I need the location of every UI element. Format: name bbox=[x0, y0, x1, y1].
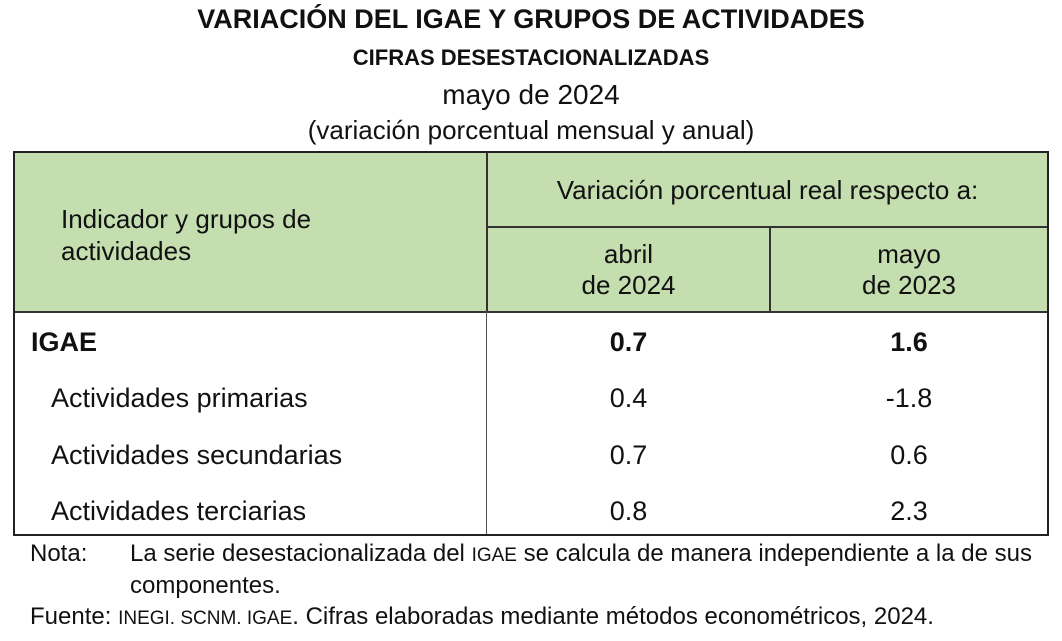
indicator-header-line2: actividades bbox=[61, 236, 192, 266]
table-row-igae bbox=[15, 314, 1047, 370]
col-b-line1: mayo bbox=[877, 239, 941, 269]
annual-variation-value: 1.6 bbox=[890, 327, 928, 357]
row-name: Actividades primarias bbox=[51, 383, 308, 413]
row-name: Actividades terciarias bbox=[51, 496, 307, 526]
note-text-part2: se calcula de manera independiente a la de sus componentes. bbox=[130, 540, 1032, 599]
col-b-line2: de 2023 bbox=[862, 270, 956, 300]
col-a-line2: de 2024 bbox=[581, 270, 676, 300]
table-row-terciarias bbox=[15, 483, 1047, 539]
variation-group-header: Variación porcentual real respecto a: bbox=[556, 175, 979, 205]
source-line bbox=[30, 602, 1060, 634]
note-text bbox=[130, 539, 1055, 601]
source-abbreviation: INEGI. SCNM. IGAE bbox=[118, 608, 293, 629]
monthly-variation-value: 0.7 bbox=[609, 327, 648, 357]
data-table bbox=[13, 151, 1049, 536]
indicator-header-line1: Indicador y grupos de bbox=[61, 204, 312, 234]
units-label: (variación porcentual mensual y anual) bbox=[307, 115, 755, 145]
row-name: Actividades secundarias bbox=[51, 440, 343, 470]
column-header-april-2024 bbox=[488, 239, 769, 301]
monthly-variation-value: 0.8 bbox=[609, 496, 648, 526]
note-abbreviation: IGAE bbox=[471, 545, 517, 566]
monthly-variation-value: 0.7 bbox=[609, 440, 648, 470]
indicator-column-header bbox=[61, 203, 461, 267]
table-row-secundarias bbox=[15, 427, 1047, 483]
annual-variation-value: 2.3 bbox=[890, 496, 928, 526]
annual-variation-value: -1.8 bbox=[885, 383, 933, 413]
note-text-part1: La serie desestacionalizada del bbox=[130, 540, 472, 567]
monthly-variation-value: 0.4 bbox=[609, 383, 648, 413]
page-subtitle: CIFRAS DESESTACIONALIZADAS bbox=[352, 45, 710, 70]
source-label: Fuente: bbox=[30, 603, 119, 630]
source-text: . Cifras elaboradas mediante métodos econométricos, 2024. bbox=[292, 603, 934, 630]
col-a-line1: abril bbox=[603, 239, 654, 269]
page-title: VARIACIÓN DEL IGAE Y GRUPOS DE ACTIVIDADES bbox=[197, 4, 865, 34]
row-name: IGAE bbox=[31, 327, 98, 357]
header-body-divider bbox=[15, 311, 1047, 313]
table-row-primarias bbox=[15, 370, 1047, 426]
note-label: Nota: bbox=[30, 540, 88, 567]
period-label: mayo de 2024 bbox=[442, 79, 620, 110]
annual-variation-value: 0.6 bbox=[890, 440, 928, 470]
header-divider-horizontal bbox=[486, 226, 1047, 228]
column-header-may-2023 bbox=[771, 239, 1047, 301]
